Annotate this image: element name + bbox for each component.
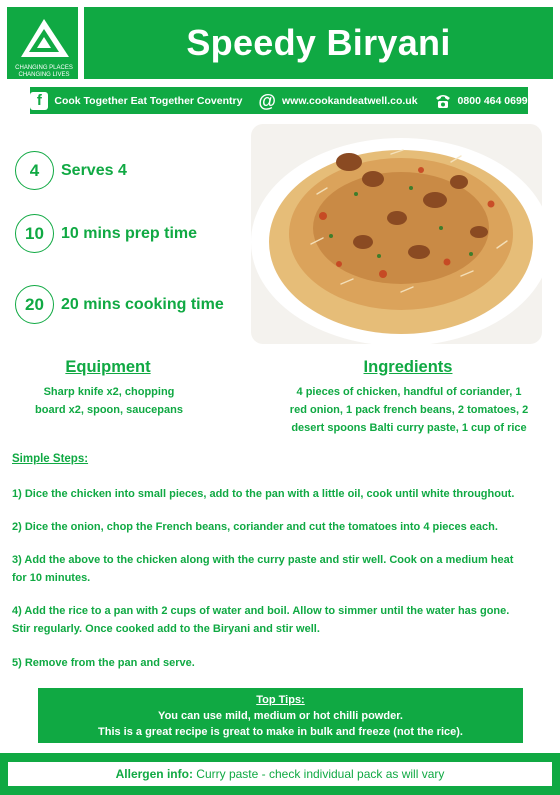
ingredients-line-2: red onion, 1 pack french beans, 2 tomatoes, 2 [289,404,529,416]
step-2: 2) Dice the onion, chop the French beans, coriander and cut the tomatoes into 4 pieces each. [12,521,498,533]
step-1: 1) Dice the chicken into small pieces, add to the pan with a little oil, cook until white throughout. [12,488,515,500]
step-3-line-1: 3) Add the above to the chicken along with the curry paste and stir well. Cook on a medium heat [12,554,514,566]
allergen-label: Allergen info: [115,767,193,781]
serves-number: 4 [15,151,54,190]
equipment-line-2: board x2, spoon, saucepans [35,404,183,416]
groundwork-logo [7,7,78,79]
phone-number[interactable]: 0800 464 0699 [457,94,528,107]
cooking-time-label: 20 mins cooking time [61,295,224,313]
cooking-time-stat [15,285,224,324]
prep-time-label: 10 mins prep time [61,224,198,242]
contact-bar [30,87,528,114]
step-3 [12,551,544,587]
steps-heading: Simple Steps: [12,453,89,465]
biryani-photo [251,124,542,344]
top-tip-2: This is a great recipe is great to make in bulk and freeze (not the rice). [98,726,463,738]
step-4-line-2: Stir regularly. Once cooked add to the Biryani and stir well. [12,623,320,635]
page-title: Speedy Biryani [186,22,451,63]
facebook-icon: f [30,92,48,110]
ingredients-heading: Ingredients [363,358,453,376]
logo-tagline-2: CHANGING LIVES [18,72,70,78]
step-4 [12,602,544,638]
prep-time-number: 10 [15,214,54,253]
website-link[interactable]: www.cookandeatwell.co.uk [281,94,418,107]
serves-stat [15,151,127,190]
step-5: 5) Remove from the pan and serve. [12,657,195,669]
facebook-link[interactable]: Cook Together Eat Together Coventry [54,94,243,107]
title-banner [84,7,553,79]
allergen-banner [0,753,560,795]
step-4-line-1: 4) Add the rice to a pan with 2 cups of water and boil. Allow to simmer until the water has gone. [12,605,510,617]
step-3-line-2: for 10 minutes. [12,572,91,584]
equipment-list [12,383,206,419]
cooking-time-number: 20 [15,285,54,324]
phone-icon [434,93,452,109]
allergen-text: Curry paste - check individual pack as will vary [192,767,445,781]
top-tips-box [38,688,523,743]
ingredients-line-3: desert spoons Balti curry paste, 1 cup of rice [291,422,527,434]
equipment-line-1: Sharp knife x2, chopping [43,386,175,398]
ingredients-list [272,383,546,437]
logo-tagline-1: CHANGING PLACES [15,65,73,71]
at-icon: @ [258,90,276,111]
ingredients-line-1: 4 pieces of chicken, handful of coriander, 1 [296,386,522,398]
serves-label: Serves 4 [61,161,127,179]
top-tip-1: You can use mild, medium or hot chilli powder. [158,710,403,722]
prep-time-stat [15,214,197,253]
top-tips-heading: Top Tips: [256,694,305,706]
equipment-heading: Equipment [65,358,151,376]
allergen-info [8,762,552,786]
